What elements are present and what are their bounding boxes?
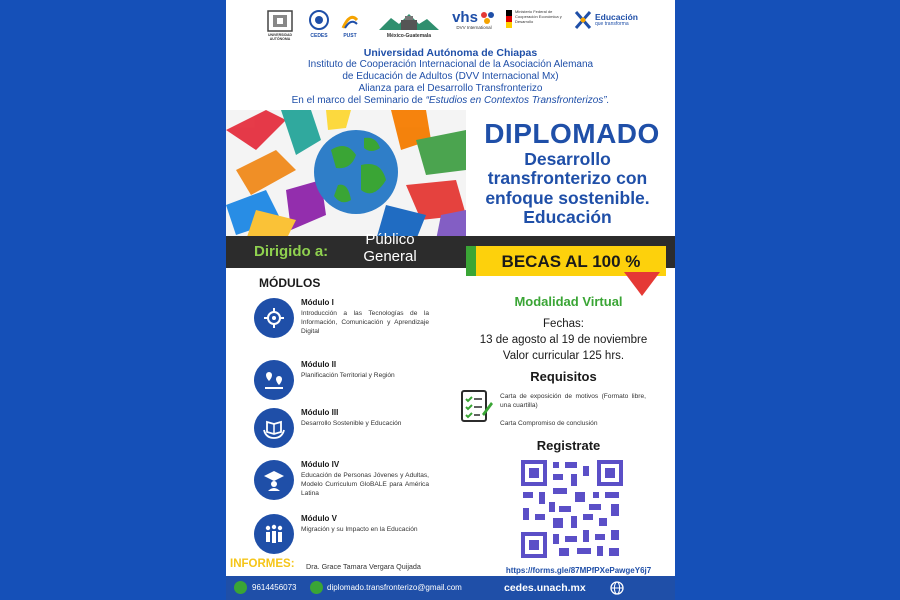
module-1-title: Módulo I — [301, 298, 334, 307]
module-1 — [254, 298, 454, 344]
module-5-desc: Migración y su Impacto en la Educación — [301, 526, 418, 533]
vhs-logo-text: vhs — [452, 9, 478, 26]
checklist-icon — [458, 388, 494, 424]
diplomado-title-text: DIPLOMADO — [484, 118, 660, 149]
modalidad-label: Modalidad Virtual — [514, 294, 623, 309]
header-seminar-title: “Estudios en Contextos Transfronterizos”. — [425, 95, 610, 106]
subtitle-line-1: Desarrollo — [524, 149, 611, 169]
hands-book-icon — [254, 408, 294, 448]
module-3-desc: Desarrollo Sostenible y Educación — [301, 420, 402, 427]
ministerio-logo-text: Ministerio Federal de Cooperación Económica y Desarrollo — [515, 9, 562, 24]
gear-network-icon — [254, 298, 294, 338]
form-link[interactable]: https://forms.gle/87MPfPXePawgeY6j7 — [505, 566, 652, 575]
subtitle-line-2: transfronterizo con — [487, 168, 648, 189]
informes-label: INFORMES: — [230, 558, 295, 570]
logo-strip — [226, 6, 675, 42]
header-university: Universidad Autónoma de Chiapas — [363, 47, 538, 59]
requisitos-title: Requisitos — [530, 369, 597, 384]
audience-label: Dirigido a: — [254, 243, 329, 260]
german-flag-icon — [506, 10, 512, 28]
ministerio-logo — [506, 10, 568, 28]
module-2 — [254, 360, 454, 406]
pust-logo — [338, 10, 362, 40]
map-pins-icon — [254, 360, 294, 400]
graduate-icon — [254, 460, 294, 500]
header-alliance: Alianza para el Desarrollo Transfronterizo — [358, 83, 543, 94]
unach-logo-text: UNIVERSIDAD AUTÓNOMA — [267, 33, 293, 41]
module-5-title: Módulo V — [301, 514, 337, 523]
module-2-title: Módulo II — [301, 360, 337, 369]
mexico-guatemala-logo — [376, 10, 442, 40]
valor-curricular: Valor curricular 125 hrs. — [502, 350, 625, 362]
registrate-title: Registrate — [536, 438, 601, 453]
audience-value-line-2: General — [363, 247, 417, 265]
subtitle-line-4: Educación — [523, 206, 612, 227]
header-seminar-prefix: En el marco del Seminario de — [291, 95, 423, 106]
vhs-dots-icon — [480, 11, 496, 25]
email-icon — [310, 581, 323, 594]
module-3-title: Módulo III — [301, 408, 339, 417]
module-4-desc: Educación de Personas Jóvenes y Adultas, Modelo Curriculum GloBALE para América Latina — [301, 472, 429, 497]
modules-heading: MÓDULOS — [259, 276, 321, 290]
diplomado-title — [472, 120, 672, 148]
header-association: de Educación de Adultos (DVV Internacional Mx) — [342, 71, 559, 82]
header-institute: Instituto de Cooperación Internacional de la Asociación Alemana — [307, 59, 594, 70]
module-3 — [254, 408, 454, 454]
cedes-logo-text: CEDES — [310, 33, 328, 40]
dvv-logo-text: DVV International — [456, 24, 492, 30]
requisito-1: Carta de exposición de motivos (Formato libre, una cuartilla) — [500, 393, 646, 409]
educacion-logo — [574, 10, 654, 30]
whatsapp-icon — [234, 581, 247, 594]
mexico-guatemala-logo-text: México-Guatemala — [386, 33, 432, 40]
educacion-logo-text: Educación — [595, 11, 638, 22]
website-link[interactable]: cedes.unach.mx — [504, 582, 586, 594]
fechas-label: Fechas: — [543, 318, 584, 330]
becas-banner: BECAS AL 100 % — [476, 246, 666, 276]
audience-value — [340, 232, 440, 265]
fechas-value: 13 de agosto al 19 de noviembre — [479, 334, 648, 346]
module-5 — [254, 514, 454, 560]
contact-phone[interactable]: 9614456073 — [252, 583, 297, 592]
migrants-icon — [254, 514, 294, 554]
hands-globe-illustration — [226, 110, 466, 240]
contact-email[interactable]: diplomado.transfronterizo@gmail.com — [327, 583, 462, 592]
globe-icon — [610, 581, 624, 595]
module-1-desc: Introducción a las Tecnologías de la Información, Comunicación y Aprendizaje Digital — [301, 310, 429, 335]
subtitle-line-3: enfoque sostenible. — [485, 187, 650, 208]
diplomado-subtitle — [460, 150, 675, 227]
pust-logo-text: PUST — [343, 33, 357, 40]
educacion-logo-subtext: que transforma — [595, 20, 629, 27]
vhs-dvv-logo — [450, 10, 498, 30]
poster — [226, 0, 675, 600]
requisito-2: Carta Compromiso de conclusión — [500, 420, 598, 427]
module-4-title: Módulo IV — [301, 460, 340, 469]
unach-logo — [264, 10, 296, 42]
contact-name: Dra. Grace Tamara Vergara Quijada — [306, 562, 421, 571]
module-2-desc: Planificación Territorial y Región — [301, 372, 395, 379]
header-seminar — [226, 96, 675, 106]
audience-value-line-1: Público — [365, 231, 415, 248]
qr-code-icon[interactable] — [519, 458, 625, 560]
educacion-emblem-icon — [574, 10, 592, 30]
module-4 — [254, 460, 454, 506]
cedes-logo — [306, 10, 332, 40]
